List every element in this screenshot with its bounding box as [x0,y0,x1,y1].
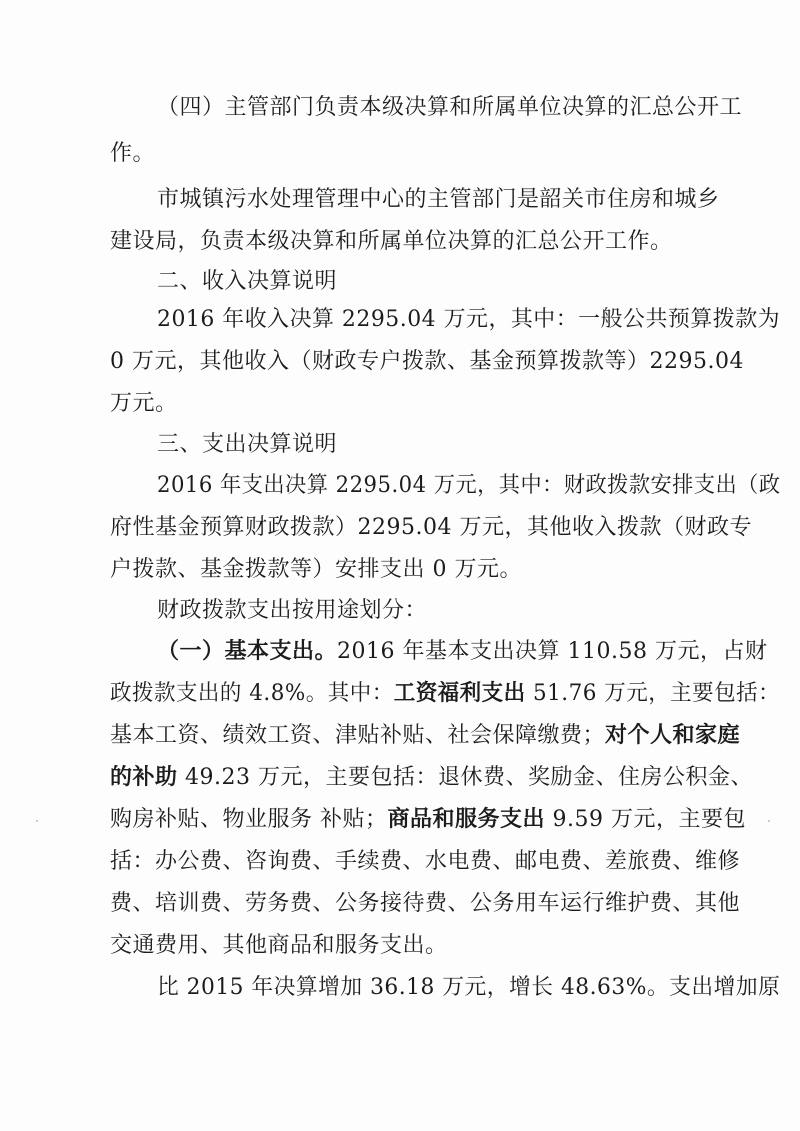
paragraph-line [157,597,427,625]
text-line: 2016 年支出决算 2295.04 万元，其中：财政拨款安排支出（政 [157,473,781,498]
text-line: （四）主管部门负责本级决算和所属单位决算的汇总公开工 [157,95,743,120]
paragraph-line [110,680,780,708]
heading-text: 二、收入决算说明 [157,269,338,294]
text-line: 市城镇污水处理管理中心的主管部门是韶关市住房和城乡 [157,187,720,212]
subheading-basic-expenditure: （一）基本支出。 [157,639,338,664]
text-line: 建设局，负责本级决算和所属单位决算的汇总公开工作。 [110,229,673,254]
bold-term: 工资福利支出 [393,681,526,706]
text-line: 0 万元，其他收入（财政专户拨款、基金预算拨款等）2295.04 [110,349,744,374]
text-line: 财政拨款支出按用途划分： [157,598,428,623]
text-line: 2016 年基本支出决算 110.58 万元，占财 [337,639,768,664]
text-line: 购房补贴、物业服务 补贴； [110,807,388,832]
text-line: 51.76 万元，主要包括： [525,681,781,706]
bold-term: 对个人和家庭 [605,723,741,748]
paragraph-line [110,348,744,376]
text-line: 交通费用、其他商品和服务支出。 [110,933,448,958]
section-heading-expenditure [157,431,337,459]
paragraph-line [110,722,740,750]
paragraph-line [110,514,752,542]
paragraph-line [157,186,720,214]
paragraph-line [157,94,742,122]
text-line: 9.59 万元，主要包 [545,807,746,832]
text-line: 49.23 万元，主要包括：退休费、奖励金、住房公积金、 [177,765,753,790]
text-line: 基本工资、绩效工资、津贴补贴、社会保障缴费； [110,723,606,748]
paragraph-line [110,140,155,168]
text-line: 万元。 [110,391,178,416]
paragraph-line [110,806,746,834]
scan-speck [768,820,770,822]
text-line: 作。 [110,141,156,166]
text-line: 户拨款、基金拨款等）安排支出 0 万元。 [110,557,522,582]
text-line: 政拨款支出的 4.8%。其中： [110,681,394,706]
paragraph-line [110,228,673,256]
text-line: 府性基金预算财政拨款）2295.04 万元，其他收入拨款（财政专 [110,515,752,540]
heading-text: 三、支出决算说明 [157,432,338,457]
paragraph-line [157,306,780,334]
paragraph-line [110,848,740,876]
text-line: 比 2015 年决算增加 36.18 万元，增长 48.63%。支出增加原 [157,975,781,1000]
paragraph-line [110,390,178,418]
text-line: 2016 年收入决算 2295.04 万元，其中：一般公共预算拨款为 [157,307,781,332]
bold-term: 商品和服务支出 [387,807,546,832]
section-heading-income [157,268,337,296]
scan-speck [36,820,38,822]
paragraph-line [157,638,767,666]
text-line: 费、培训费、劳务费、公务接待费、公务用车运行维护费、其他 [110,891,741,916]
paragraph-line [157,974,780,1002]
paragraph-line [110,890,740,918]
paragraph-line [110,932,448,960]
bold-term: 的补助 [110,765,178,790]
paragraph-line [157,472,780,500]
paragraph-line [110,556,522,584]
paragraph-line [110,764,753,792]
text-line: 括：办公费、咨询费、手续费、水电费、邮电费、差旅费、维修 [110,849,741,874]
